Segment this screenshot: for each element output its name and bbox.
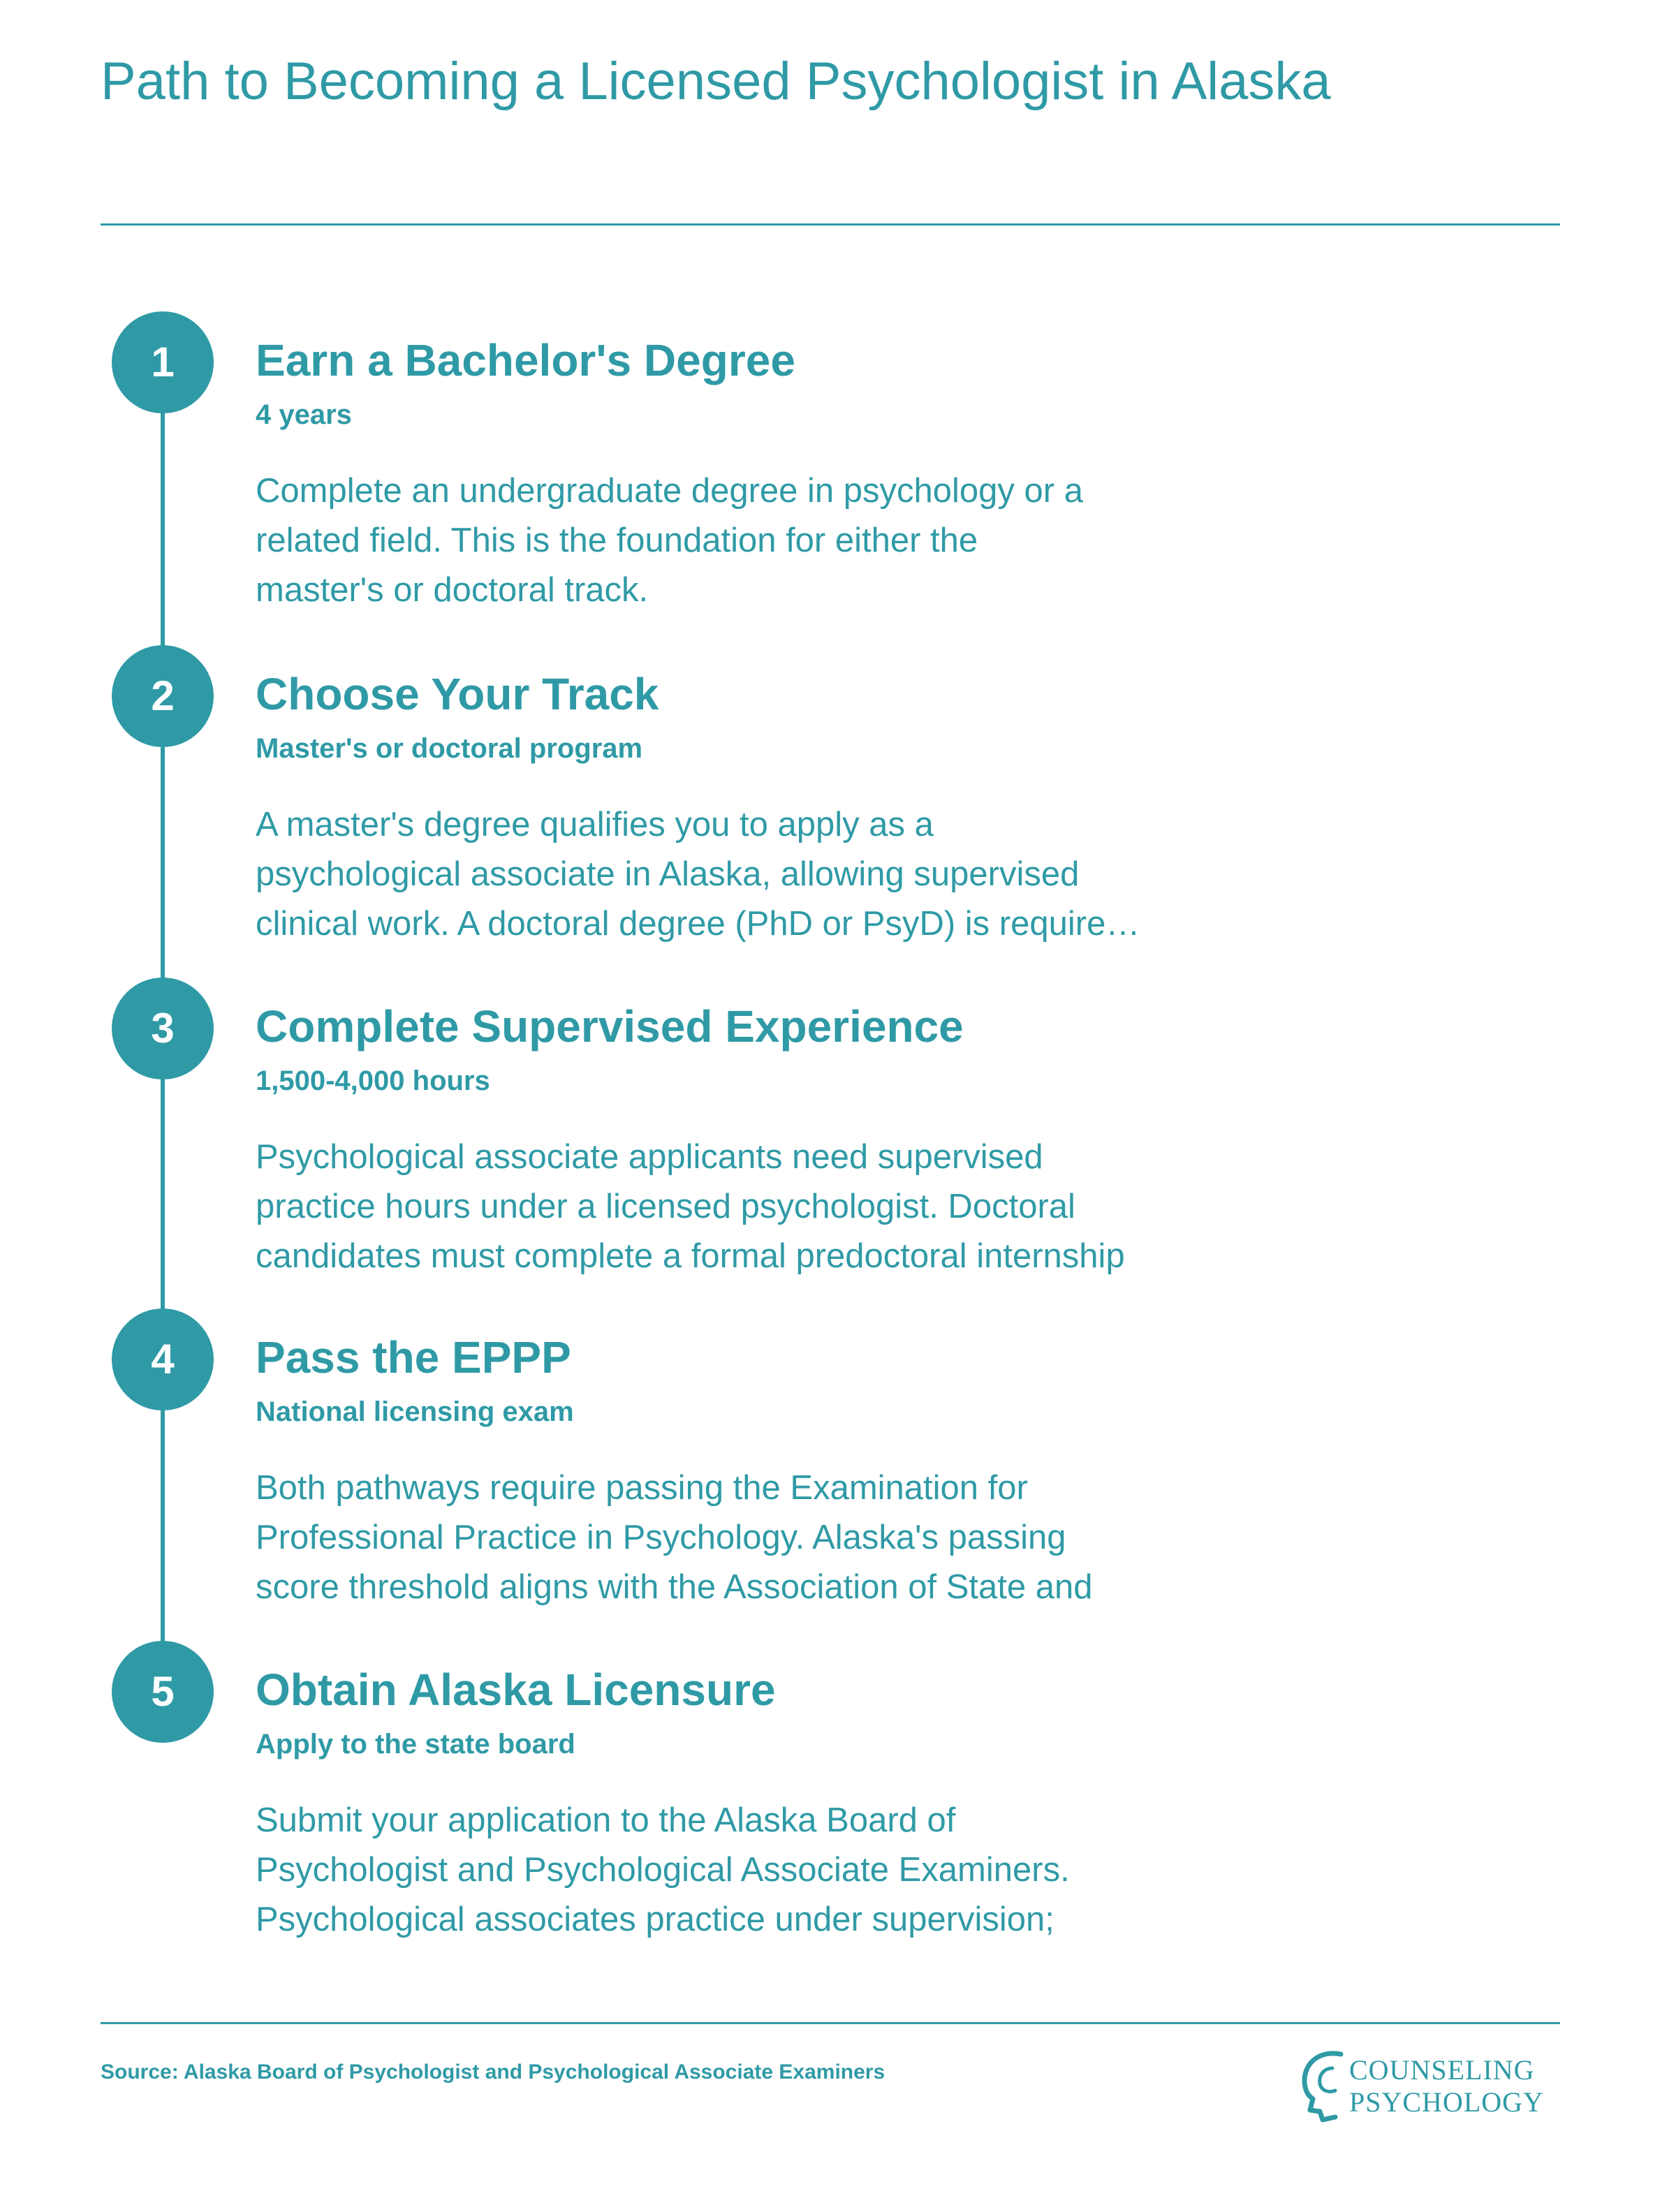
step-title: Earn a Bachelor's Degree xyxy=(256,335,795,385)
step-description-line: Professional Practice in Psychology. Alaska's passing xyxy=(256,1519,1066,1556)
step-description xyxy=(256,800,1289,949)
step-2 xyxy=(0,645,1676,980)
step-number-badge: 3 xyxy=(112,978,214,1079)
step-description-line: Submit your application to the Alaska Board of xyxy=(256,1801,956,1839)
step-description-line: related field. This is the foundation for either the xyxy=(256,522,978,559)
step-description-line: score threshold aligns with the Association of State and xyxy=(256,1568,1093,1606)
step-description xyxy=(256,466,1289,615)
logo-text-top: COUNSELING xyxy=(1349,2054,1535,2086)
step-description-line: practice hours under a licensed psychologist. Doctoral xyxy=(256,1188,1075,1225)
step-4 xyxy=(0,1308,1676,1644)
step-subtitle: Master's or doctoral program xyxy=(256,733,643,764)
step-title: Pass the EPPP xyxy=(256,1332,571,1382)
step-1 xyxy=(0,311,1676,647)
step-title: Obtain Alaska Licensure xyxy=(256,1665,776,1715)
step-subtitle: 1,500-4,000 hours xyxy=(256,1066,490,1096)
step-number-badge: 4 xyxy=(112,1308,214,1410)
step-description xyxy=(256,1133,1289,1281)
step-3 xyxy=(0,978,1676,1313)
step-description-line: clinical work. A doctoral degree (PhD or PsyD) is require… xyxy=(256,905,1140,943)
step-description xyxy=(256,1796,1289,1945)
head-profile-icon xyxy=(1299,2047,1348,2124)
step-description-line: Both pathways require passing the Examination for xyxy=(256,1469,1028,1507)
brand-logo xyxy=(1299,2044,1564,2128)
step-5 xyxy=(0,1641,1676,1976)
step-description-line: Complete an undergraduate degree in psychology or a xyxy=(256,472,1083,510)
step-number-badge: 2 xyxy=(112,645,214,747)
step-description-line: A master's degree qualifies you to apply as a xyxy=(256,806,934,843)
page-title: Path to Becoming a Licensed Psychologist in Alaska xyxy=(101,52,1331,111)
bottom-divider xyxy=(101,2022,1560,2024)
step-description-line: Psychologist and Psychological Associate Examiners. xyxy=(256,1851,1070,1889)
step-title: Complete Supervised Experience xyxy=(256,1001,964,1052)
step-description-line: psychological associate in Alaska, allowing supervised xyxy=(256,855,1080,893)
step-subtitle: Apply to the state board xyxy=(256,1729,575,1760)
step-description-line: candidates must complete a formal predoctoral internship xyxy=(256,1237,1125,1275)
step-description xyxy=(256,1463,1289,1612)
step-number-badge: 5 xyxy=(112,1641,214,1743)
step-subtitle: National licensing exam xyxy=(256,1396,574,1427)
step-description-line: master's or doctoral track. xyxy=(256,571,649,609)
step-title: Choose Your Track xyxy=(256,669,659,719)
logo-text-bottom: PSYCHOLOGY xyxy=(1349,2086,1544,2118)
step-description-line: Psychological associate applicants need supervised xyxy=(256,1138,1043,1176)
source-note: Source: Alaska Board of Psychologist and Psychological Associate Examiners xyxy=(101,2060,885,2084)
step-number-badge: 1 xyxy=(112,311,214,413)
top-divider xyxy=(101,223,1560,226)
step-subtitle: 4 years xyxy=(256,399,352,430)
step-description-line: Psychological associates practice under supervision; xyxy=(256,1901,1054,1938)
